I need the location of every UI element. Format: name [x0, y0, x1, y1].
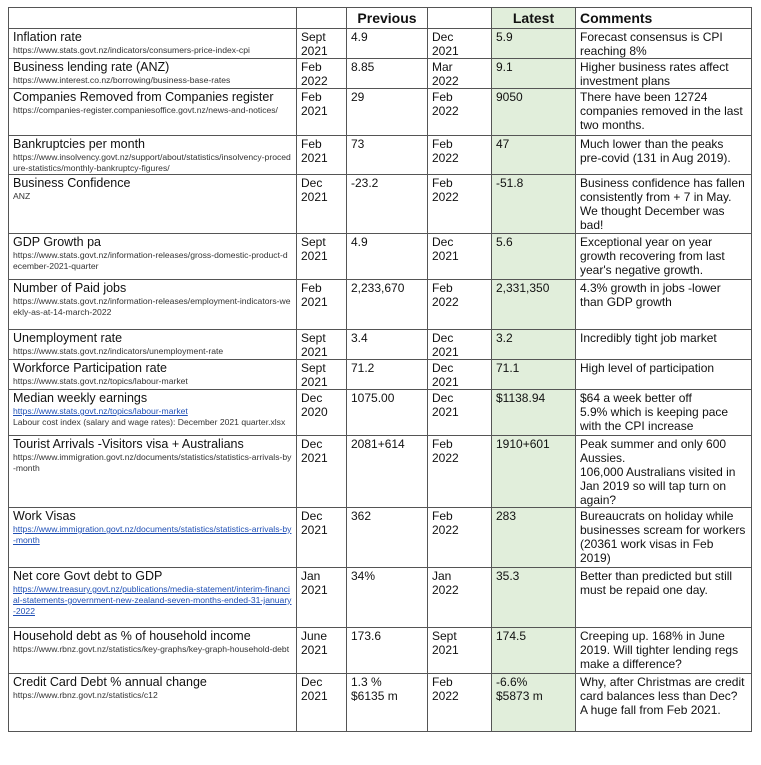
indicator-name: Net core Govt debt to GDP: [13, 569, 163, 583]
indicator-cell: [9, 175, 297, 234]
indicator-cell: [9, 330, 297, 360]
indicator-cell: [9, 89, 297, 136]
indicator-name: Number of Paid jobs: [13, 281, 127, 295]
table-row: [9, 360, 752, 390]
previous-value: 362: [347, 508, 428, 568]
comment-cell: Business confidence has fallen consistently from + 7 in May. We thought December was bad!: [576, 175, 752, 234]
previous-date: Sept 2021: [297, 29, 347, 59]
indicator-source: https://www.stats.govt.nz/information-releases/gross-domestic-product-december-2021-quarter: [13, 250, 288, 271]
table-row: [9, 508, 752, 568]
comment-cell: $64 a week better off 5.9% which is keeping pace with the CPI increase: [576, 390, 752, 436]
indicator-source-link[interactable]: https://www.treasury.govt.nz/publications/media-statement/interim-financial-statements-government-new-zealand-seven-months-ended-31-january-2022: [13, 584, 292, 616]
indicator-name: Business Confidence: [13, 176, 131, 190]
latest-value: 283: [492, 508, 576, 568]
indicator-name: Unemployment rate: [13, 331, 123, 345]
header-row: [9, 8, 752, 29]
previous-date: Jan 2021: [297, 568, 347, 628]
previous-value: 2081+614: [347, 436, 428, 508]
latest-date: Feb 2022: [428, 436, 492, 508]
latest-date: Feb 2022: [428, 89, 492, 136]
table-row: [9, 175, 752, 234]
latest-date: Feb 2022: [428, 280, 492, 330]
indicator-name: Tourist Arrivals -Visitors visa + Australians: [13, 437, 244, 451]
indicator-cell: [9, 436, 297, 508]
indicator-source-link[interactable]: https://www.immigration.govt.nz/documents/statistics/statistics-arrivals-by-month: [13, 524, 292, 545]
indicator-source: https://www.immigration.govt.nz/documents/statistics/statistics-arrivals-by-month: [13, 452, 292, 473]
previous-value: 173.6: [347, 628, 428, 674]
previous-date: Sept 2021: [297, 360, 347, 390]
header-latest: Latest: [492, 8, 576, 29]
indicator-cell: [9, 568, 297, 628]
table-row: [9, 628, 752, 674]
latest-value: $1138.94: [492, 390, 576, 436]
latest-value: 3.2: [492, 330, 576, 360]
latest-date: Feb 2022: [428, 136, 492, 175]
previous-value: -23.2: [347, 175, 428, 234]
previous-date: Dec 2020: [297, 390, 347, 436]
previous-value: 29: [347, 89, 428, 136]
comment-cell: Peak summer and only 600 Aussies. 106,000 Australians visited in Jan 2019 so will tap turn on again?: [576, 436, 752, 508]
table-row: [9, 436, 752, 508]
latest-value: 9.1: [492, 59, 576, 89]
indicator-source: https://companies-register.companiesoffice.govt.nz/news-and-notices/: [13, 105, 278, 115]
latest-date: Mar 2022: [428, 59, 492, 89]
comment-cell: Better than predicted but still must be repaid one day.: [576, 568, 752, 628]
latest-date: Feb 2022: [428, 175, 492, 234]
indicator-source-link[interactable]: https://www.stats.govt.nz/topics/labour-market: [13, 406, 188, 416]
comment-cell: Much lower than the peaks pre-covid (131 in Aug 2019).: [576, 136, 752, 175]
comment-cell: There have been 12724 companies removed in the last two months.: [576, 89, 752, 136]
latest-date: Dec 2021: [428, 390, 492, 436]
indicator-cell: [9, 136, 297, 175]
previous-value: 2,233,670: [347, 280, 428, 330]
previous-date: June 2021: [297, 628, 347, 674]
previous-value: 71.2: [347, 360, 428, 390]
table-row: [9, 89, 752, 136]
latest-value: 47: [492, 136, 576, 175]
table-row: [9, 136, 752, 175]
indicator-cell: [9, 628, 297, 674]
indicator-name: Median weekly earnings: [13, 391, 148, 405]
header-previous: Previous: [347, 8, 428, 29]
table-row: [9, 674, 752, 732]
latest-value: 5.9: [492, 29, 576, 59]
header-comments: Comments: [576, 8, 752, 29]
previous-value: 8.85: [347, 59, 428, 89]
latest-value: -6.6% $5873 m: [492, 674, 576, 732]
header-latest-date: [428, 8, 492, 29]
previous-value: 1075.00: [347, 390, 428, 436]
table-row: [9, 59, 752, 89]
indicator-name: GDP Growth pa: [13, 235, 102, 249]
indicator-name: Business lending rate (ANZ): [13, 60, 170, 74]
indicator-name: Companies Removed from Companies register: [13, 90, 274, 104]
indicator-name: Household debt as % of household income: [13, 629, 251, 643]
latest-date: Dec 2021: [428, 29, 492, 59]
previous-date: Dec 2021: [297, 674, 347, 732]
previous-value: 4.9: [347, 234, 428, 280]
indicator-cell: [9, 29, 297, 59]
comment-cell: Bureaucrats on holiday while businesses scream for workers (20361 work visas in Feb 2019): [576, 508, 752, 568]
latest-value: 9050: [492, 89, 576, 136]
latest-value: 2,331,350: [492, 280, 576, 330]
previous-date: Dec 2021: [297, 175, 347, 234]
previous-value: 73: [347, 136, 428, 175]
indicator-source: https://www.stats.govt.nz/indicators/unemployment-rate: [13, 346, 224, 356]
table-row: [9, 568, 752, 628]
indicator-source: ANZ: [13, 191, 31, 201]
previous-date: Sept 2021: [297, 330, 347, 360]
indicator-name: Work Visas: [13, 509, 76, 523]
indicator-name: Workforce Participation rate: [13, 361, 167, 375]
indicator-cell: [9, 360, 297, 390]
latest-value: 5.6: [492, 234, 576, 280]
previous-value: 3.4: [347, 330, 428, 360]
comment-cell: Exceptional year on year growth recovering from last year's negative growth.: [576, 234, 752, 280]
indicator-source: https://www.stats.govt.nz/indicators/consumers-price-index-cpi: [13, 45, 250, 55]
previous-date: Sept 2021: [297, 234, 347, 280]
table-row: [9, 234, 752, 280]
table-row: [9, 29, 752, 59]
comment-cell: 4.3% growth in jobs -lower than GDP growth: [576, 280, 752, 330]
latest-date: Feb 2022: [428, 508, 492, 568]
indicator-cell: [9, 59, 297, 89]
indicator-cell: [9, 390, 297, 436]
previous-value: 34%: [347, 568, 428, 628]
latest-value: 35.3: [492, 568, 576, 628]
indicator-source: https://www.insolvency.govt.nz/support/about/statistics/insolvency-procedure-statistics/monthly-bankruptcy-figures/: [13, 152, 291, 173]
indicator-name: Bankruptcies per month: [13, 137, 146, 151]
latest-value: 71.1: [492, 360, 576, 390]
indicator-source: https://www.stats.govt.nz/topics/labour-market: [13, 376, 188, 386]
table-row: [9, 390, 752, 436]
latest-value: -51.8: [492, 175, 576, 234]
indicator-cell: [9, 674, 297, 732]
latest-date: Jan 2022: [428, 568, 492, 628]
latest-date: Dec 2021: [428, 234, 492, 280]
header-prev-date: [297, 8, 347, 29]
comment-cell: Why, after Christmas are credit card balances less than Dec? A huge fall from Feb 2021.: [576, 674, 752, 732]
latest-value: 174.5: [492, 628, 576, 674]
indicator-name: Credit Card Debt % annual change: [13, 675, 207, 689]
comment-cell: Incredibly tight job market: [576, 330, 752, 360]
indicator-note: Labour cost index (salary and wage rates): December 2021 quarter.xlsx: [13, 417, 286, 427]
previous-date: Feb 2021: [297, 280, 347, 330]
previous-date: Dec 2021: [297, 508, 347, 568]
latest-date: Feb 2022: [428, 674, 492, 732]
previous-value: 4.9: [347, 29, 428, 59]
indicator-source: https://www.rbnz.govt.nz/statistics/key-graphs/key-graph-household-debt: [13, 644, 290, 654]
economic-indicators-table: [8, 7, 752, 732]
table-row: [9, 330, 752, 360]
indicator-source: https://www.interest.co.nz/borrowing/business-base-rates: [13, 75, 231, 85]
previous-date: Feb 2022: [297, 59, 347, 89]
previous-date: Feb 2021: [297, 89, 347, 136]
header-indicator: [9, 8, 297, 29]
latest-value: 1910+601: [492, 436, 576, 508]
indicator-source: https://www.stats.govt.nz/information-releases/employment-indicators-weekly-as-at-14-march-2022: [13, 296, 291, 317]
previous-date: Dec 2021: [297, 436, 347, 508]
indicator-source: https://www.rbnz.govt.nz/statistics/c12: [13, 690, 158, 700]
table-row: [9, 280, 752, 330]
comment-cell: Creeping up. 168% in June 2019. Will tighter lending regs make a difference?: [576, 628, 752, 674]
indicator-cell: [9, 508, 297, 568]
indicator-name: Inflation rate: [13, 30, 82, 44]
previous-date: Feb 2021: [297, 136, 347, 175]
indicator-cell: [9, 280, 297, 330]
latest-date: Dec 2021: [428, 360, 492, 390]
comment-cell: Forecast consensus is CPI reaching 8%: [576, 29, 752, 59]
comment-cell: High level of participation: [576, 360, 752, 390]
indicator-cell: [9, 234, 297, 280]
latest-date: Sept 2021: [428, 628, 492, 674]
comment-cell: Higher business rates affect investment plans: [576, 59, 752, 89]
previous-value: 1.3 % $6135 m: [347, 674, 428, 732]
latest-date: Dec 2021: [428, 330, 492, 360]
